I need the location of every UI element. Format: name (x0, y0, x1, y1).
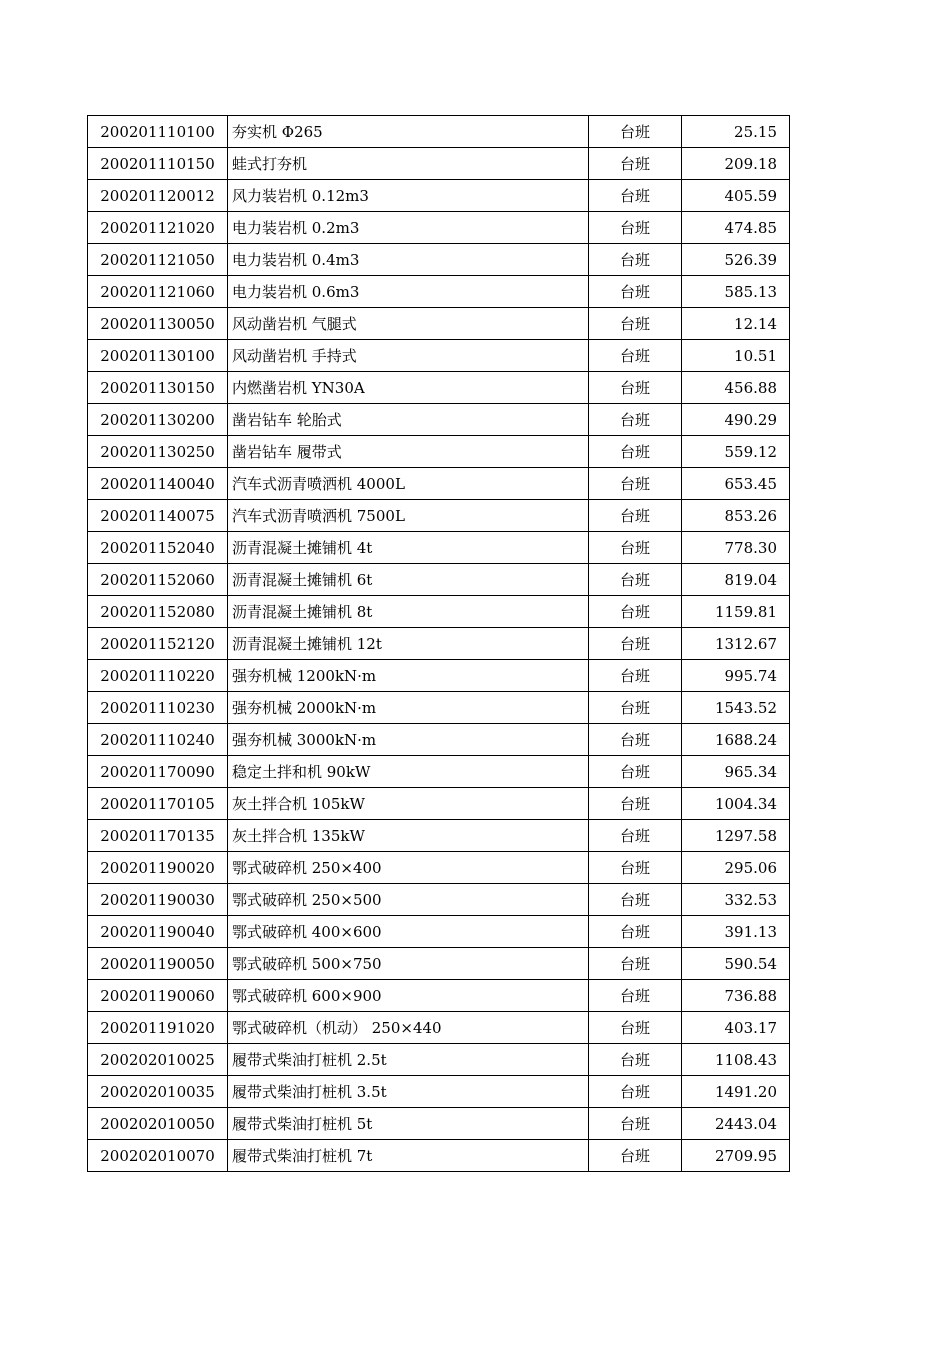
unit-cell: 台班 (589, 1012, 682, 1044)
price-cell: 1108.43 (682, 1044, 790, 1076)
table-row (88, 916, 790, 948)
table-row (88, 308, 790, 340)
machine-code-cell: 200201190020 (88, 852, 228, 884)
machine-name-cell: 汽车式沥青喷洒机 7500L (228, 500, 589, 532)
machine-code-cell: 200202010070 (88, 1140, 228, 1172)
machine-code-cell: 200201170105 (88, 788, 228, 820)
machine-name-cell: 风动凿岩机 气腿式 (228, 308, 589, 340)
unit-cell: 台班 (589, 404, 682, 436)
table-row (88, 116, 790, 148)
unit-cell: 台班 (589, 916, 682, 948)
machine-code-cell: 200201130250 (88, 436, 228, 468)
machine-code-cell: 200201121020 (88, 212, 228, 244)
table-row (88, 980, 790, 1012)
machinery-price-table (87, 115, 790, 1172)
table-row (88, 180, 790, 212)
price-cell: 2443.04 (682, 1108, 790, 1140)
table-row (88, 1108, 790, 1140)
unit-cell: 台班 (589, 596, 682, 628)
table-row (88, 948, 790, 980)
table-row (88, 340, 790, 372)
unit-cell: 台班 (589, 660, 682, 692)
unit-cell: 台班 (589, 852, 682, 884)
price-cell: 526.39 (682, 244, 790, 276)
price-cell: 590.54 (682, 948, 790, 980)
unit-cell: 台班 (589, 692, 682, 724)
machine-code-cell: 200201170135 (88, 820, 228, 852)
price-cell: 295.06 (682, 852, 790, 884)
table-row (88, 628, 790, 660)
machine-name-cell: 鄂式破碎机 250×500 (228, 884, 589, 916)
table-row (88, 820, 790, 852)
price-cell: 456.88 (682, 372, 790, 404)
machine-code-cell: 200201152060 (88, 564, 228, 596)
price-cell: 1543.52 (682, 692, 790, 724)
price-cell: 403.17 (682, 1012, 790, 1044)
machine-name-cell: 强夯机械 1200kN·m (228, 660, 589, 692)
unit-cell: 台班 (589, 980, 682, 1012)
machine-code-cell: 200202010025 (88, 1044, 228, 1076)
price-cell: 10.51 (682, 340, 790, 372)
price-cell: 25.15 (682, 116, 790, 148)
table-row (88, 756, 790, 788)
unit-cell: 台班 (589, 308, 682, 340)
machine-code-cell: 200201110230 (88, 692, 228, 724)
price-cell: 2709.95 (682, 1140, 790, 1172)
unit-cell: 台班 (589, 628, 682, 660)
machine-name-cell: 履带式柴油打桩机 2.5t (228, 1044, 589, 1076)
machine-name-cell: 稳定土拌和机 90kW (228, 756, 589, 788)
machine-name-cell: 电力装岩机 0.2m3 (228, 212, 589, 244)
table-row (88, 276, 790, 308)
table-row (88, 532, 790, 564)
table-row (88, 468, 790, 500)
machine-code-cell: 200202010050 (88, 1108, 228, 1140)
machine-name-cell: 鄂式破碎机 250×400 (228, 852, 589, 884)
unit-cell: 台班 (589, 820, 682, 852)
machine-name-cell: 汽车式沥青喷洒机 4000L (228, 468, 589, 500)
unit-cell: 台班 (589, 116, 682, 148)
price-cell: 853.26 (682, 500, 790, 532)
price-cell: 391.13 (682, 916, 790, 948)
unit-cell: 台班 (589, 500, 682, 532)
machine-name-cell: 履带式柴油打桩机 3.5t (228, 1076, 589, 1108)
table-row (88, 1044, 790, 1076)
machine-code-cell: 200201170090 (88, 756, 228, 788)
machine-code-cell: 200201152080 (88, 596, 228, 628)
table-row (88, 436, 790, 468)
table-row (88, 596, 790, 628)
machine-name-cell: 风力装岩机 0.12m3 (228, 180, 589, 212)
machine-name-cell: 灰土拌合机 135kW (228, 820, 589, 852)
machine-name-cell: 电力装岩机 0.6m3 (228, 276, 589, 308)
unit-cell: 台班 (589, 884, 682, 916)
table-row (88, 404, 790, 436)
machine-name-cell: 沥青混凝土摊铺机 12t (228, 628, 589, 660)
table-row (88, 148, 790, 180)
price-cell: 653.45 (682, 468, 790, 500)
table-row (88, 372, 790, 404)
unit-cell: 台班 (589, 276, 682, 308)
unit-cell: 台班 (589, 468, 682, 500)
table-row (88, 1076, 790, 1108)
table-body (88, 116, 790, 1172)
price-cell: 1004.34 (682, 788, 790, 820)
machine-name-cell: 强夯机械 3000kN·m (228, 724, 589, 756)
price-cell: 1491.20 (682, 1076, 790, 1108)
unit-cell: 台班 (589, 948, 682, 980)
machine-name-cell: 鄂式破碎机 600×900 (228, 980, 589, 1012)
machine-name-cell: 内燃凿岩机 YN30A (228, 372, 589, 404)
machine-code-cell: 200201140075 (88, 500, 228, 532)
machine-code-cell: 200201130100 (88, 340, 228, 372)
price-cell: 1312.67 (682, 628, 790, 660)
machine-code-cell: 200201191020 (88, 1012, 228, 1044)
machine-code-cell: 200201152040 (88, 532, 228, 564)
price-cell: 1159.81 (682, 596, 790, 628)
unit-cell: 台班 (589, 1076, 682, 1108)
table-row (88, 244, 790, 276)
price-cell: 490.29 (682, 404, 790, 436)
machine-name-cell: 灰土拌合机 105kW (228, 788, 589, 820)
machine-name-cell: 蛙式打夯机 (228, 148, 589, 180)
machine-name-cell: 履带式柴油打桩机 7t (228, 1140, 589, 1172)
machine-code-cell: 200201121060 (88, 276, 228, 308)
unit-cell: 台班 (589, 148, 682, 180)
price-cell: 995.74 (682, 660, 790, 692)
machine-name-cell: 履带式柴油打桩机 5t (228, 1108, 589, 1140)
machine-code-cell: 200201110100 (88, 116, 228, 148)
machine-code-cell: 200201190050 (88, 948, 228, 980)
unit-cell: 台班 (589, 180, 682, 212)
price-cell: 1297.58 (682, 820, 790, 852)
machine-name-cell: 沥青混凝土摊铺机 4t (228, 532, 589, 564)
machine-name-cell: 鄂式破碎机（机动） 250×440 (228, 1012, 589, 1044)
table-row (88, 724, 790, 756)
machine-name-cell: 夯实机 Φ265 (228, 116, 589, 148)
machine-code-cell: 200201121050 (88, 244, 228, 276)
price-cell: 585.13 (682, 276, 790, 308)
machine-code-cell: 200201130150 (88, 372, 228, 404)
table-row (88, 852, 790, 884)
machine-code-cell: 200201110220 (88, 660, 228, 692)
machine-name-cell: 凿岩钻车 轮胎式 (228, 404, 589, 436)
unit-cell: 台班 (589, 372, 682, 404)
unit-cell: 台班 (589, 724, 682, 756)
machine-code-cell: 200202010035 (88, 1076, 228, 1108)
machine-name-cell: 鄂式破碎机 400×600 (228, 916, 589, 948)
unit-cell: 台班 (589, 1044, 682, 1076)
price-cell: 209.18 (682, 148, 790, 180)
unit-cell: 台班 (589, 532, 682, 564)
unit-cell: 台班 (589, 564, 682, 596)
machine-code-cell: 200201130050 (88, 308, 228, 340)
unit-cell: 台班 (589, 1140, 682, 1172)
price-cell: 405.59 (682, 180, 790, 212)
table-row (88, 564, 790, 596)
machine-code-cell: 200201110150 (88, 148, 228, 180)
machine-code-cell: 200201190040 (88, 916, 228, 948)
price-cell: 965.34 (682, 756, 790, 788)
price-cell: 12.14 (682, 308, 790, 340)
price-table-container (87, 115, 789, 1172)
unit-cell: 台班 (589, 436, 682, 468)
machine-name-cell: 风动凿岩机 手持式 (228, 340, 589, 372)
machine-name-cell: 沥青混凝土摊铺机 8t (228, 596, 589, 628)
machine-name-cell: 电力装岩机 0.4m3 (228, 244, 589, 276)
price-cell: 736.88 (682, 980, 790, 1012)
machine-name-cell: 凿岩钻车 履带式 (228, 436, 589, 468)
table-row (88, 692, 790, 724)
table-row (88, 660, 790, 692)
machine-code-cell: 200201190060 (88, 980, 228, 1012)
table-row (88, 1140, 790, 1172)
unit-cell: 台班 (589, 756, 682, 788)
price-cell: 819.04 (682, 564, 790, 596)
table-row (88, 212, 790, 244)
machine-code-cell: 200201190030 (88, 884, 228, 916)
price-cell: 559.12 (682, 436, 790, 468)
machine-code-cell: 200201120012 (88, 180, 228, 212)
machine-code-cell: 200201110240 (88, 724, 228, 756)
price-cell: 778.30 (682, 532, 790, 564)
machine-code-cell: 200201140040 (88, 468, 228, 500)
unit-cell: 台班 (589, 244, 682, 276)
table-row (88, 500, 790, 532)
price-cell: 332.53 (682, 884, 790, 916)
price-cell: 1688.24 (682, 724, 790, 756)
table-row (88, 884, 790, 916)
machine-code-cell: 200201130200 (88, 404, 228, 436)
unit-cell: 台班 (589, 1108, 682, 1140)
price-cell: 474.85 (682, 212, 790, 244)
unit-cell: 台班 (589, 340, 682, 372)
machine-name-cell: 鄂式破碎机 500×750 (228, 948, 589, 980)
machine-code-cell: 200201152120 (88, 628, 228, 660)
table-row (88, 788, 790, 820)
unit-cell: 台班 (589, 788, 682, 820)
machine-name-cell: 沥青混凝土摊铺机 6t (228, 564, 589, 596)
machine-name-cell: 强夯机械 2000kN·m (228, 692, 589, 724)
table-row (88, 1012, 790, 1044)
unit-cell: 台班 (589, 212, 682, 244)
